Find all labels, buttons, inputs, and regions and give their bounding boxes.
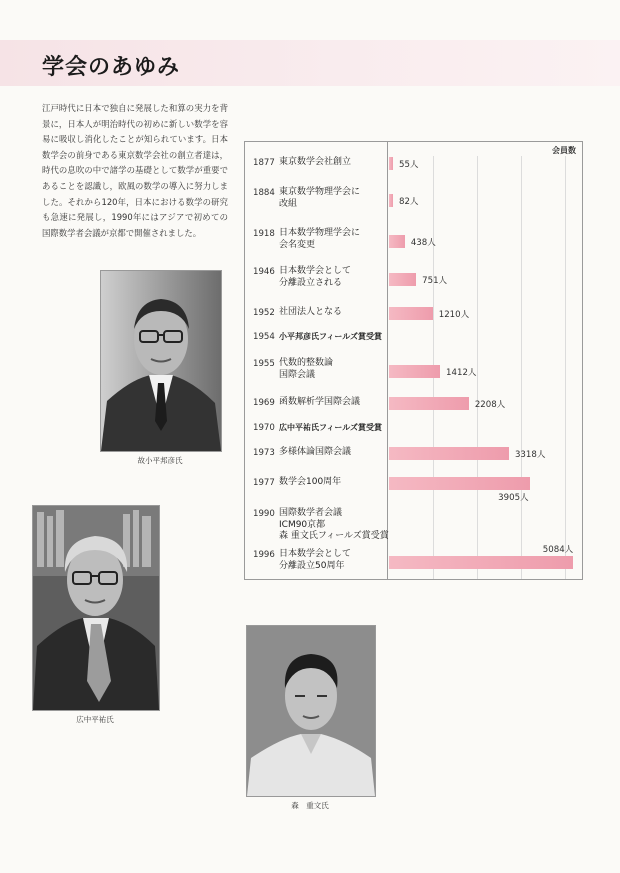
photo-caption-kodaira: 故小平邦彦氏	[137, 456, 183, 465]
portrait-photo-kodaira	[100, 270, 222, 452]
membership-bar	[389, 157, 393, 170]
membership-timeline-chart	[244, 141, 583, 580]
photo-caption-mori: 森 重文氏	[291, 801, 329, 810]
chart-grid-line	[565, 156, 566, 579]
membership-bar-label: 3318人	[514, 450, 546, 460]
portrait-photo-mori	[246, 625, 376, 797]
membership-bar-label: 1210人	[438, 310, 470, 320]
timeline-event: 国際数学者会議 ICM90京都 森 重文氏フィールズ賞受賞	[279, 508, 389, 541]
membership-bar	[389, 235, 405, 248]
timeline-year: 1954	[253, 332, 275, 342]
members-axis-label: 会員数	[552, 146, 576, 155]
membership-bar	[389, 397, 469, 410]
timeline-event: 函数解析学国際会議	[279, 397, 361, 407]
timeline-event: 広中平祐氏フィールズ賞受賞	[279, 423, 382, 432]
timeline-year: 1877	[253, 158, 275, 168]
timeline-event: 東京数学物理学会に 改組	[279, 187, 361, 209]
membership-bar-label: 82人	[399, 197, 419, 207]
timeline-year: 1973	[253, 448, 275, 458]
photo-caption-hironaka: 広中平祐氏	[76, 715, 114, 724]
membership-bar-label: 1412人	[446, 368, 477, 378]
membership-bar	[389, 556, 573, 569]
chart-grid-line	[521, 156, 522, 579]
timeline-event: 日本数学物理学会に 会名変更	[279, 228, 361, 250]
portrait-photo-hironaka	[32, 505, 160, 711]
timeline-event: 数学会100周年	[279, 477, 342, 487]
timeline-event: 日本数学会として 分離設立50周年	[279, 549, 352, 571]
timeline-year: 1970	[253, 423, 275, 433]
timeline-year: 1977	[253, 478, 275, 488]
membership-bar	[389, 477, 530, 490]
timeline-year: 1969	[253, 398, 275, 408]
membership-bar	[389, 307, 433, 320]
membership-bar-label: 3905人	[498, 493, 529, 503]
membership-bar	[389, 365, 440, 378]
timeline-year: 1946	[253, 267, 275, 277]
chart-grid-line	[477, 156, 478, 579]
timeline-year: 1990	[253, 509, 275, 519]
timeline-event: 代数的整数論 国際会議	[279, 358, 334, 380]
timeline-event: 日本数学会として 分離設立される	[279, 266, 352, 288]
timeline-event: 東京数学会社創立	[279, 157, 352, 167]
timeline-event: 多様体論国際会議	[279, 447, 352, 457]
membership-bar-label: 438人	[410, 238, 436, 248]
timeline-event: 社団法人となる	[279, 307, 343, 317]
page-title: 学会のあゆみ	[42, 55, 181, 80]
membership-bar-label: 751人	[422, 276, 448, 286]
membership-bar-label: 5084人	[542, 545, 574, 555]
membership-bar-label: 55人	[399, 160, 419, 170]
membership-bar	[389, 194, 393, 207]
membership-bar	[389, 273, 416, 286]
timeline-year: 1918	[253, 229, 275, 239]
timeline-year: 1996	[253, 550, 275, 560]
timeline-year: 1955	[253, 359, 275, 369]
intro-paragraph: 江戸時代に日本で独自に発展した和算の実力を背景に，日本人が明治時代の初めに新しい数学を容易に吸収し消化したことが知られています。日本数学会の前身である東京数学会社の創立者達は，時代の息吹の中で諸学の基礎として数学が重要であることを認識し，欧風の数学の導入に努力しました。それから120年，日本における数学の研究も急速に発展し，1990年にはアジアで初めての国際数学者会議が京都で開催されました。	[42, 103, 228, 238]
timeline-year: 1884	[253, 188, 275, 198]
timeline-event: 小平邦彦氏フィールズ賞受賞	[279, 332, 382, 341]
timeline-year: 1952	[253, 308, 275, 318]
membership-bar	[389, 447, 509, 460]
membership-bar-label: 2208人	[474, 400, 506, 410]
